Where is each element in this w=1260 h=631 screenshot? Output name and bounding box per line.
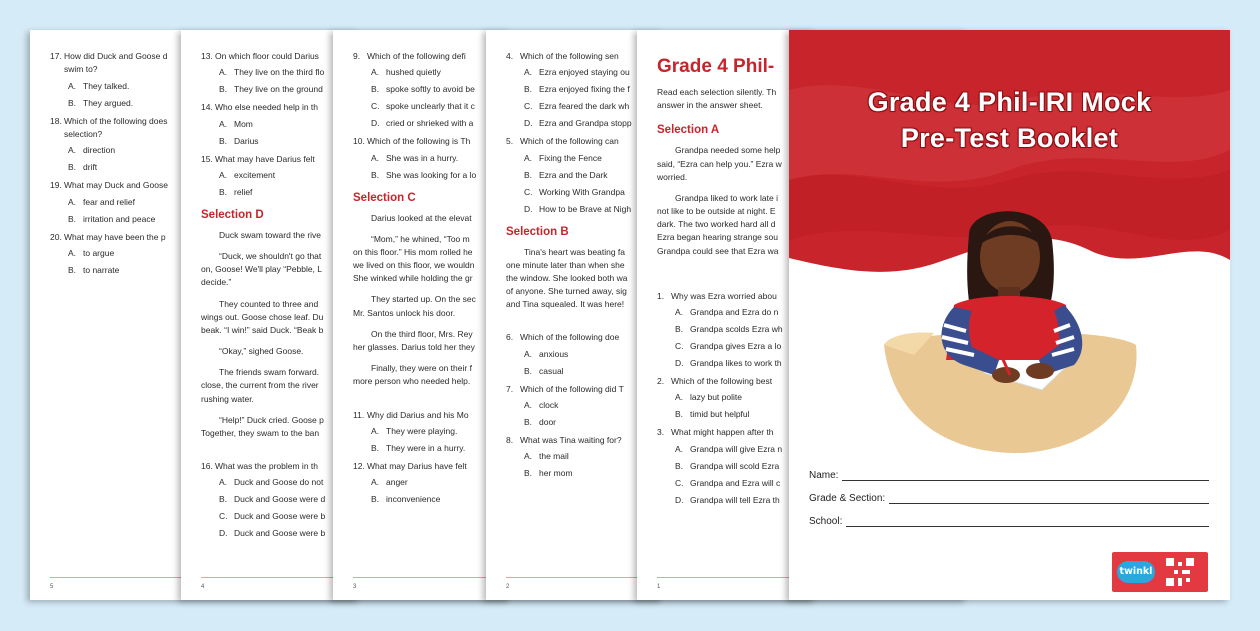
page-number: 3 xyxy=(353,584,357,590)
question-number: 20. xyxy=(50,231,62,242)
question-number: 1. xyxy=(657,290,665,301)
option-text: excitement xyxy=(234,169,276,180)
question-number: 6. xyxy=(506,332,514,343)
student-info-form xyxy=(809,458,1209,527)
paragraph-line: dark. The two worked hard all d xyxy=(657,219,776,230)
option-text: Ezra enjoyed staying ou xyxy=(539,67,630,78)
paragraph-line: the window. She looked both wa xyxy=(506,272,628,283)
option-text: drift xyxy=(83,162,98,173)
question-number: 13. xyxy=(201,51,213,61)
option-letter: B. xyxy=(371,494,380,505)
option-text: fear and relief xyxy=(83,196,135,207)
option-letter: A. xyxy=(68,80,77,91)
question-number: 14. xyxy=(201,102,213,113)
option-text: anger xyxy=(386,477,408,488)
question-label: How did Duck and Goose d xyxy=(64,51,168,61)
paragraph-line: Read each selection silently. Th xyxy=(657,87,777,97)
selection-heading: Selection D xyxy=(201,208,264,221)
option-text: relief xyxy=(234,186,253,197)
logo-text: twinkl xyxy=(1117,561,1155,583)
selection-heading: Selection C xyxy=(353,191,416,204)
option-text: Ezra feared the dark wh xyxy=(539,101,630,112)
paragraph-line: beak. “I win!” said Duck. “Beak b xyxy=(201,324,324,335)
option-letter: A. xyxy=(219,477,228,488)
question-number: 5. xyxy=(506,136,514,147)
paragraph-line: Mr. Santos unlock his door. xyxy=(353,307,456,318)
paragraph-line: on this floor.” His mom rolled he xyxy=(353,246,473,257)
question-number: 10. xyxy=(353,136,365,147)
option-text: to narrate xyxy=(83,264,120,275)
question-label: Which of the following is Th xyxy=(367,136,471,147)
grade-section-field[interactable] xyxy=(889,491,1209,504)
option-letter: A. xyxy=(68,145,77,156)
paragraph-line: She winked while holding the gr xyxy=(353,273,473,284)
option-letter: B. xyxy=(219,494,228,505)
option-text: They live on the third flo xyxy=(234,67,325,78)
paragraph-line: her glasses. Darius told her they xyxy=(353,342,475,352)
option-letter: A. xyxy=(219,118,228,129)
page-number: 2 xyxy=(506,584,510,590)
paragraph-line: “Duck, we shouldn't go that xyxy=(219,251,322,262)
option-letter: D. xyxy=(524,203,533,214)
question-number: 11. xyxy=(353,409,365,420)
option-text: She was looking for a lo xyxy=(386,169,477,180)
option-text: Grandpa scolds Ezra wh xyxy=(690,324,783,335)
option-letter: B. xyxy=(68,213,77,224)
name-row xyxy=(809,458,1209,481)
option-text: Duck and Goose do not xyxy=(234,477,324,488)
option-letter: A. xyxy=(675,307,684,318)
option-letter: B. xyxy=(524,365,533,376)
paragraph-line: “Okay,” sighed Goose. xyxy=(219,346,304,357)
question-label: Who else needed help in th xyxy=(215,102,319,113)
option-letter: B. xyxy=(219,84,228,95)
paragraph-line: Grandpa liked to work late i xyxy=(675,192,778,203)
option-text: Grandpa likes to work th xyxy=(690,358,782,369)
question-label: Which of the following defi xyxy=(367,51,466,61)
paragraph-line: Finally, they were on their f xyxy=(371,363,472,374)
option-text: Grandpa will tell Ezra th xyxy=(690,494,780,505)
question-number: 16. xyxy=(201,461,213,472)
option-letter: A. xyxy=(371,477,380,488)
option-text: Grandpa will give Ezra n xyxy=(690,443,783,454)
option-letter: A. xyxy=(675,392,684,403)
question-label: Which of the following did T xyxy=(520,383,624,394)
option-letter: B. xyxy=(524,468,533,479)
option-letter: C. xyxy=(371,101,380,112)
question-number: 17. xyxy=(50,51,62,61)
twinkl-logo xyxy=(1112,552,1208,592)
page-title: Grade 4 Phil- xyxy=(657,56,775,77)
question-label: What was Tina waiting for? xyxy=(520,435,622,446)
paragraph-line: close, the current from the river xyxy=(201,380,319,391)
option-text: They live on the ground xyxy=(234,84,323,95)
option-text: anxious xyxy=(539,348,569,359)
question-label: What may have Darius felt xyxy=(215,153,315,164)
option-letter: A. xyxy=(219,67,228,78)
grade-row xyxy=(809,481,1209,504)
paragraph-line: one minute later than when she xyxy=(506,259,625,270)
question-label: What might happen after th xyxy=(671,427,774,438)
option-letter: B. xyxy=(219,186,228,197)
question-label: What may Darius have felt xyxy=(367,460,467,471)
option-letter: B. xyxy=(675,324,684,335)
option-letter: B. xyxy=(675,409,684,420)
option-letter: C. xyxy=(675,477,684,488)
question-label: selection? xyxy=(64,128,103,139)
option-letter: A. xyxy=(68,196,77,207)
option-text: irritation and peace xyxy=(83,213,156,224)
paragraph-line: on, Goose! We'll play “Pebble, L xyxy=(201,264,323,275)
option-letter: B. xyxy=(68,264,77,275)
option-letter: B. xyxy=(68,97,77,108)
option-text: the mail xyxy=(539,451,569,462)
option-letter: C. xyxy=(524,186,533,197)
qr-code-icon xyxy=(1166,558,1194,586)
question-number: 19. xyxy=(50,180,62,191)
option-letter: B. xyxy=(68,162,77,173)
question-label: On which floor could Darius xyxy=(215,51,319,61)
option-text: spoke softly to avoid be xyxy=(386,84,475,95)
option-letter: B. xyxy=(524,169,533,180)
option-text: door xyxy=(539,417,557,428)
option-letter: B. xyxy=(524,84,533,95)
paragraph-line: wings out. Goose chose leaf. Du xyxy=(201,311,324,322)
page-number: 1 xyxy=(657,584,661,590)
paragraph-line: The friends swam forward. xyxy=(219,367,320,378)
paragraph-line: Duck swam toward the rive xyxy=(219,229,322,240)
option-text: They were in a hurry. xyxy=(386,442,466,453)
school-field[interactable] xyxy=(846,514,1209,527)
question-label: Why did Darius and his Mo xyxy=(367,409,469,420)
girl-writing-illustration xyxy=(874,185,1144,455)
option-text: Duck and Goose were b xyxy=(234,511,326,522)
paragraph-line: They started up. On the sec xyxy=(371,294,476,305)
question-number: 7. xyxy=(506,383,514,394)
question-label: What was the problem in th xyxy=(215,461,318,472)
option-letter: D. xyxy=(219,528,228,539)
question-number: 2. xyxy=(657,376,665,387)
paragraph-line: and Tina squealed. It was here! xyxy=(506,299,625,310)
option-text: They were playing. xyxy=(386,425,458,436)
paragraph-line: not like to be outside at night. E xyxy=(657,206,776,217)
paragraph-line: Ezra began hearing strange sou xyxy=(657,232,778,243)
option-text: clock xyxy=(539,400,559,411)
question-number: 8. xyxy=(506,435,514,446)
option-letter: B. xyxy=(524,417,533,428)
option-letter: A. xyxy=(524,152,533,163)
paragraph-line: On the third floor, Mrs. Rey xyxy=(371,328,473,339)
option-text: Duck and Goose were d xyxy=(234,494,326,505)
cover-title-line1: Grade 4 Phil-IRI Mock xyxy=(867,87,1152,117)
paragraph-line: of anyone. She turned away, sig xyxy=(506,286,627,297)
question-label: Which of the following doe xyxy=(520,332,620,343)
option-text: Grandpa will scold Ezra xyxy=(690,460,780,471)
option-text: Grandpa gives Ezra a lo xyxy=(690,341,782,352)
question-number: 4. xyxy=(506,51,514,61)
paragraph-line: “Help!” Duck cried. Goose p xyxy=(219,414,324,425)
question-label: Why was Ezra worried abou xyxy=(671,290,777,301)
option-text: How to be Brave at Nigh xyxy=(539,203,632,214)
option-text: lazy but polite xyxy=(690,392,742,403)
question-number: 3. xyxy=(657,427,665,438)
option-letter: C. xyxy=(219,511,228,522)
question-number: 18. xyxy=(50,115,62,126)
option-letter: A. xyxy=(524,67,533,78)
option-text: to argue xyxy=(83,247,115,258)
option-letter: A. xyxy=(68,247,77,258)
option-text: Fixing the Fence xyxy=(539,152,602,163)
cover-title-line2: Pre-Test Booklet xyxy=(900,122,1119,153)
option-text: her mom xyxy=(539,468,573,479)
option-letter: B. xyxy=(371,84,380,95)
paragraph-line: Grandpa could see that Ezra wa xyxy=(657,245,779,256)
option-letter: A. xyxy=(371,67,380,78)
option-letter: B. xyxy=(371,442,380,453)
option-text: Grandpa and Ezra do n xyxy=(690,307,779,318)
option-text: Darius xyxy=(234,135,259,146)
option-letter: D. xyxy=(371,118,380,129)
option-letter: B. xyxy=(675,460,684,471)
page-number: 4 xyxy=(201,584,205,590)
option-text: timid but helpful xyxy=(690,409,750,420)
option-text: casual xyxy=(539,365,564,376)
option-text: Ezra enjoyed fixing the f xyxy=(539,84,630,95)
paragraph-line: Darius looked at the elevat xyxy=(371,212,472,223)
option-text: inconvenience xyxy=(386,494,441,505)
school-label: School: xyxy=(809,516,843,527)
paragraph-line: “Mom,” he whined, “Too m xyxy=(371,233,470,244)
option-text: Grandpa and Ezra will c xyxy=(690,477,781,488)
option-text: hushed quietly xyxy=(386,67,441,78)
question-label: swim to? xyxy=(64,64,98,75)
option-text: cried or shrieked with a xyxy=(386,118,474,129)
name-label: Name: xyxy=(809,470,839,481)
grade-section-label: Grade & Section: xyxy=(809,493,886,504)
option-letter: A. xyxy=(675,443,684,454)
school-row xyxy=(809,504,1209,527)
option-text: spoke unclearly that it c xyxy=(386,101,475,112)
option-text: Working With Grandpa xyxy=(539,186,625,197)
cover-title xyxy=(789,85,1230,156)
option-letter: D. xyxy=(675,494,684,505)
question-label: Which of the following sen xyxy=(520,51,619,61)
option-text: Duck and Goose were b xyxy=(234,528,326,539)
question-number: 9. xyxy=(353,51,361,61)
option-letter: D. xyxy=(675,358,684,369)
question-label: Which of the following best xyxy=(671,376,773,387)
option-letter: B. xyxy=(219,135,228,146)
paragraph-line: They counted to three and xyxy=(219,298,319,309)
paragraph-line: Grandpa needed some help xyxy=(675,145,781,156)
paragraph-line: decide.” xyxy=(201,277,232,288)
selection-heading: Selection B xyxy=(506,225,569,238)
option-text: Ezra and the Dark xyxy=(539,169,608,180)
option-text: direction xyxy=(83,145,116,156)
paragraph-line: said, “Ezra can help you.” Ezra w xyxy=(657,158,782,169)
option-text: Ezra and Grandpa stopp xyxy=(539,118,632,129)
option-letter: A. xyxy=(524,400,533,411)
paragraph-line: we lived on this floor, we wouldn xyxy=(353,260,475,271)
option-text: They talked. xyxy=(83,80,130,91)
paragraph-line: more person who needed help. xyxy=(353,376,471,387)
paragraph-line: Tina's heart was beating fa xyxy=(524,246,626,257)
option-letter: A. xyxy=(371,152,380,163)
option-text: Mom xyxy=(234,118,253,129)
booklet-cover xyxy=(789,30,1230,600)
name-field[interactable] xyxy=(842,468,1209,481)
option-text: They argued. xyxy=(83,97,134,108)
paragraph-line: answer in the answer sheet. xyxy=(657,100,763,111)
option-letter: A. xyxy=(524,348,533,359)
option-letter: C. xyxy=(675,341,684,352)
selection-heading: Selection A xyxy=(657,124,720,137)
paragraph-line: Together, they swam to the ban xyxy=(201,428,320,438)
question-number: 15. xyxy=(201,153,213,164)
option-letter: C. xyxy=(524,101,533,112)
option-text: She was in a hurry. xyxy=(386,152,459,163)
option-letter: D. xyxy=(524,118,533,129)
paragraph-line: rushing water. xyxy=(201,393,254,404)
option-letter: A. xyxy=(524,451,533,462)
question-label: Which of the following does xyxy=(64,115,168,126)
paragraph-line: worried. xyxy=(657,171,688,182)
question-label: What may Duck and Goose xyxy=(64,180,168,191)
question-label: What may have been the p xyxy=(64,231,166,242)
option-letter: B. xyxy=(371,169,380,180)
question-number: 12. xyxy=(353,460,365,471)
page-number: 5 xyxy=(50,584,54,590)
question-label: Which of the following can xyxy=(520,136,619,147)
option-letter: A. xyxy=(371,425,380,436)
option-letter: A. xyxy=(219,169,228,180)
